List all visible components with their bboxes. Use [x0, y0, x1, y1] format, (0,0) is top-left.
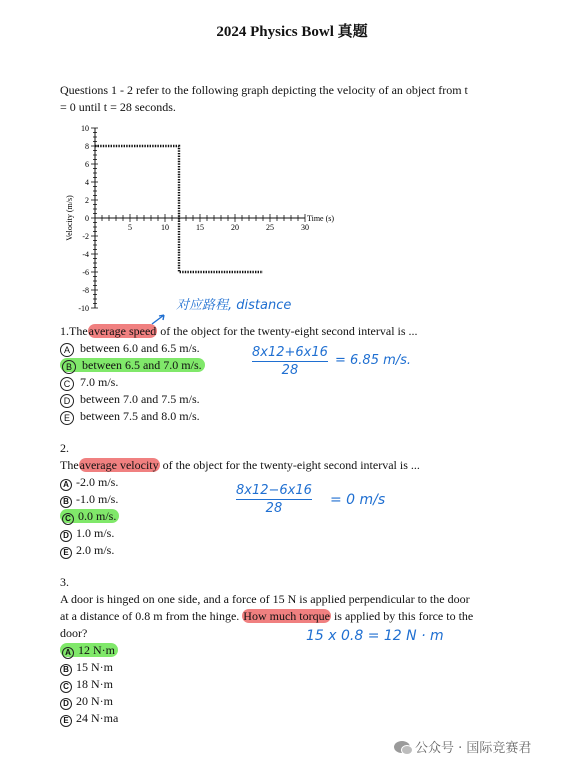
option-letter: E: [60, 715, 72, 727]
x-axis-ticks: [95, 214, 309, 232]
q3-option-d[interactable]: [60, 693, 118, 710]
option-text: between 7.5 and 8.0 m/s.: [80, 409, 200, 423]
q3-line-3: door?: [60, 626, 88, 640]
q1-note-result: = 6.85 m/s.: [335, 353, 412, 368]
intro-line-1: Questions 1 - 2 refer to the following graph depicting the velocity of an object from t: [60, 83, 468, 97]
option-letter: A: [60, 343, 74, 357]
y-tick-label: -6: [82, 268, 89, 277]
option-text: 0.0 m/s.: [78, 509, 117, 523]
y-tick-label: 0: [85, 214, 89, 223]
y-axis-label: Velocity (m/s): [65, 195, 74, 241]
correct-highlight: [60, 643, 118, 657]
option-letter: C: [60, 377, 74, 391]
option-text: between 6.0 and 6.5 m/s.: [80, 341, 200, 355]
x-tick-label: 25: [266, 223, 274, 232]
y-tick-label: 10: [81, 124, 89, 133]
wechat-icon: [394, 741, 410, 753]
option-text: 24 N·ma: [76, 711, 119, 725]
q3-option-c[interactable]: [60, 676, 118, 693]
q3-option-a[interactable]: [60, 642, 118, 659]
q3-line-1: A door is hinged on one side, and a force of 15 N is applied perpendicular to the door: [60, 592, 470, 606]
option-text: 15 N·m: [76, 660, 113, 674]
option-text: 18 N·m: [76, 677, 113, 691]
x-tick-label: 5: [128, 223, 132, 232]
q3-line-2-pre: at a distance of 0.8 m from the hinge.: [60, 609, 240, 623]
fraction-bar: [236, 499, 312, 500]
option-letter: E: [60, 547, 72, 559]
option-text: 2.0 m/s.: [76, 543, 115, 557]
option-text: between 6.5 and 7.0 m/s.: [82, 358, 202, 372]
q3-option-e[interactable]: [60, 710, 118, 727]
y-tick-label: -8: [82, 286, 89, 295]
q2-note-result: = 0 m/s: [330, 492, 386, 508]
q2-option-d[interactable]: [60, 525, 119, 542]
velocity-series: [95, 146, 263, 272]
q3-note: 15 x 0.8 = 12 N · m: [306, 628, 444, 644]
y-tick-label: 8: [85, 142, 89, 151]
q1-note-denominator: 28: [281, 363, 299, 378]
y-tick-label: -2: [82, 232, 89, 241]
q2-stem: [60, 457, 420, 474]
q2-number: 2.: [60, 441, 69, 455]
option-letter: C: [60, 681, 72, 693]
q1-option-c[interactable]: [60, 374, 205, 391]
intro-line-2: = 0 until t = 28 seconds.: [60, 100, 176, 114]
q3-number: 3.: [60, 575, 69, 589]
q1-highlight: average speed: [88, 324, 157, 338]
q2-note-denominator: 28: [265, 501, 283, 516]
q2-option-c[interactable]: [60, 508, 119, 525]
q3-option-b[interactable]: [60, 659, 118, 676]
option-text: 20 N·m: [76, 694, 113, 708]
option-text: 1.0 m/s.: [76, 526, 115, 540]
option-letter: D: [60, 530, 72, 542]
option-text: between 7.0 and 7.5 m/s.: [80, 392, 200, 406]
option-text: 7.0 m/s.: [80, 375, 119, 389]
q2-options: [60, 474, 119, 559]
option-letter: A: [60, 479, 72, 491]
x-tick-label: 30: [301, 223, 309, 232]
y-tick-label: 6: [85, 160, 89, 169]
option-text: -1.0 m/s.: [76, 492, 119, 506]
page-title: 2024 Physics Bowl 真题: [216, 24, 368, 40]
velocity-time-graph: [58, 118, 348, 318]
q3-line-2-post: is applied by this force to the: [330, 609, 474, 623]
correct-highlight: [60, 509, 119, 523]
q1-note-fraction: [252, 345, 328, 378]
q3-stem: [60, 591, 525, 642]
x-tick-label: 15: [196, 223, 204, 232]
q1-option-b[interactable]: [60, 357, 205, 374]
q1-option-d[interactable]: [60, 391, 205, 408]
q2-stem-text: of the object for the twenty-eight second interval is ...: [159, 458, 420, 472]
q2-stem-pre: The: [60, 458, 79, 472]
q3-line-2: [60, 608, 525, 625]
option-letter: D: [60, 394, 74, 408]
correct-highlight: [60, 358, 205, 372]
q1-stem-text: of the object for the twenty-eight second interval is ...: [157, 324, 418, 338]
option-text: -2.0 m/s.: [76, 475, 119, 489]
q1-option-a[interactable]: [60, 340, 205, 357]
option-letter: D: [60, 698, 72, 710]
q2-option-a[interactable]: [60, 474, 119, 491]
option-letter: A: [62, 647, 74, 659]
q3-highlight: How much torque: [243, 609, 330, 623]
y-tick-label: 2: [85, 196, 89, 205]
y-tick-label: -4: [82, 250, 89, 259]
q1-options: [60, 340, 205, 425]
option-letter: B: [62, 360, 76, 374]
y-tick-label: 4: [85, 178, 89, 187]
q1-note-numerator: 8x12+6x16: [252, 345, 328, 360]
option-letter: C: [62, 513, 74, 525]
q2-note-fraction: [236, 483, 312, 516]
q2-option-b[interactable]: [60, 491, 119, 508]
watermark-text: 公众号 · 国际竞赛君: [415, 741, 532, 756]
option-letter: B: [60, 664, 72, 676]
fraction-bar: [252, 361, 328, 362]
q2-option-e[interactable]: [60, 542, 119, 559]
option-letter: B: [60, 496, 72, 508]
velocity-line: [95, 146, 263, 272]
q1-option-e[interactable]: [60, 408, 205, 425]
q2-highlight: average velocity: [79, 458, 159, 472]
option-text: 12 N·m: [78, 643, 115, 657]
x-tick-label: 20: [231, 223, 239, 232]
q3-options: [60, 642, 118, 727]
option-letter: E: [60, 411, 74, 425]
x-tick-label: 10: [161, 223, 169, 232]
q2-note-numerator: 8x12−6x16: [236, 483, 312, 498]
x-axis-label: Time (s): [307, 214, 335, 223]
q1-stem: [60, 323, 418, 340]
y-tick-label: -10: [78, 304, 89, 313]
watermark: [394, 737, 531, 757]
q1-number: 1.The: [60, 324, 88, 338]
note-distance: 对应路程, distance: [176, 298, 292, 313]
